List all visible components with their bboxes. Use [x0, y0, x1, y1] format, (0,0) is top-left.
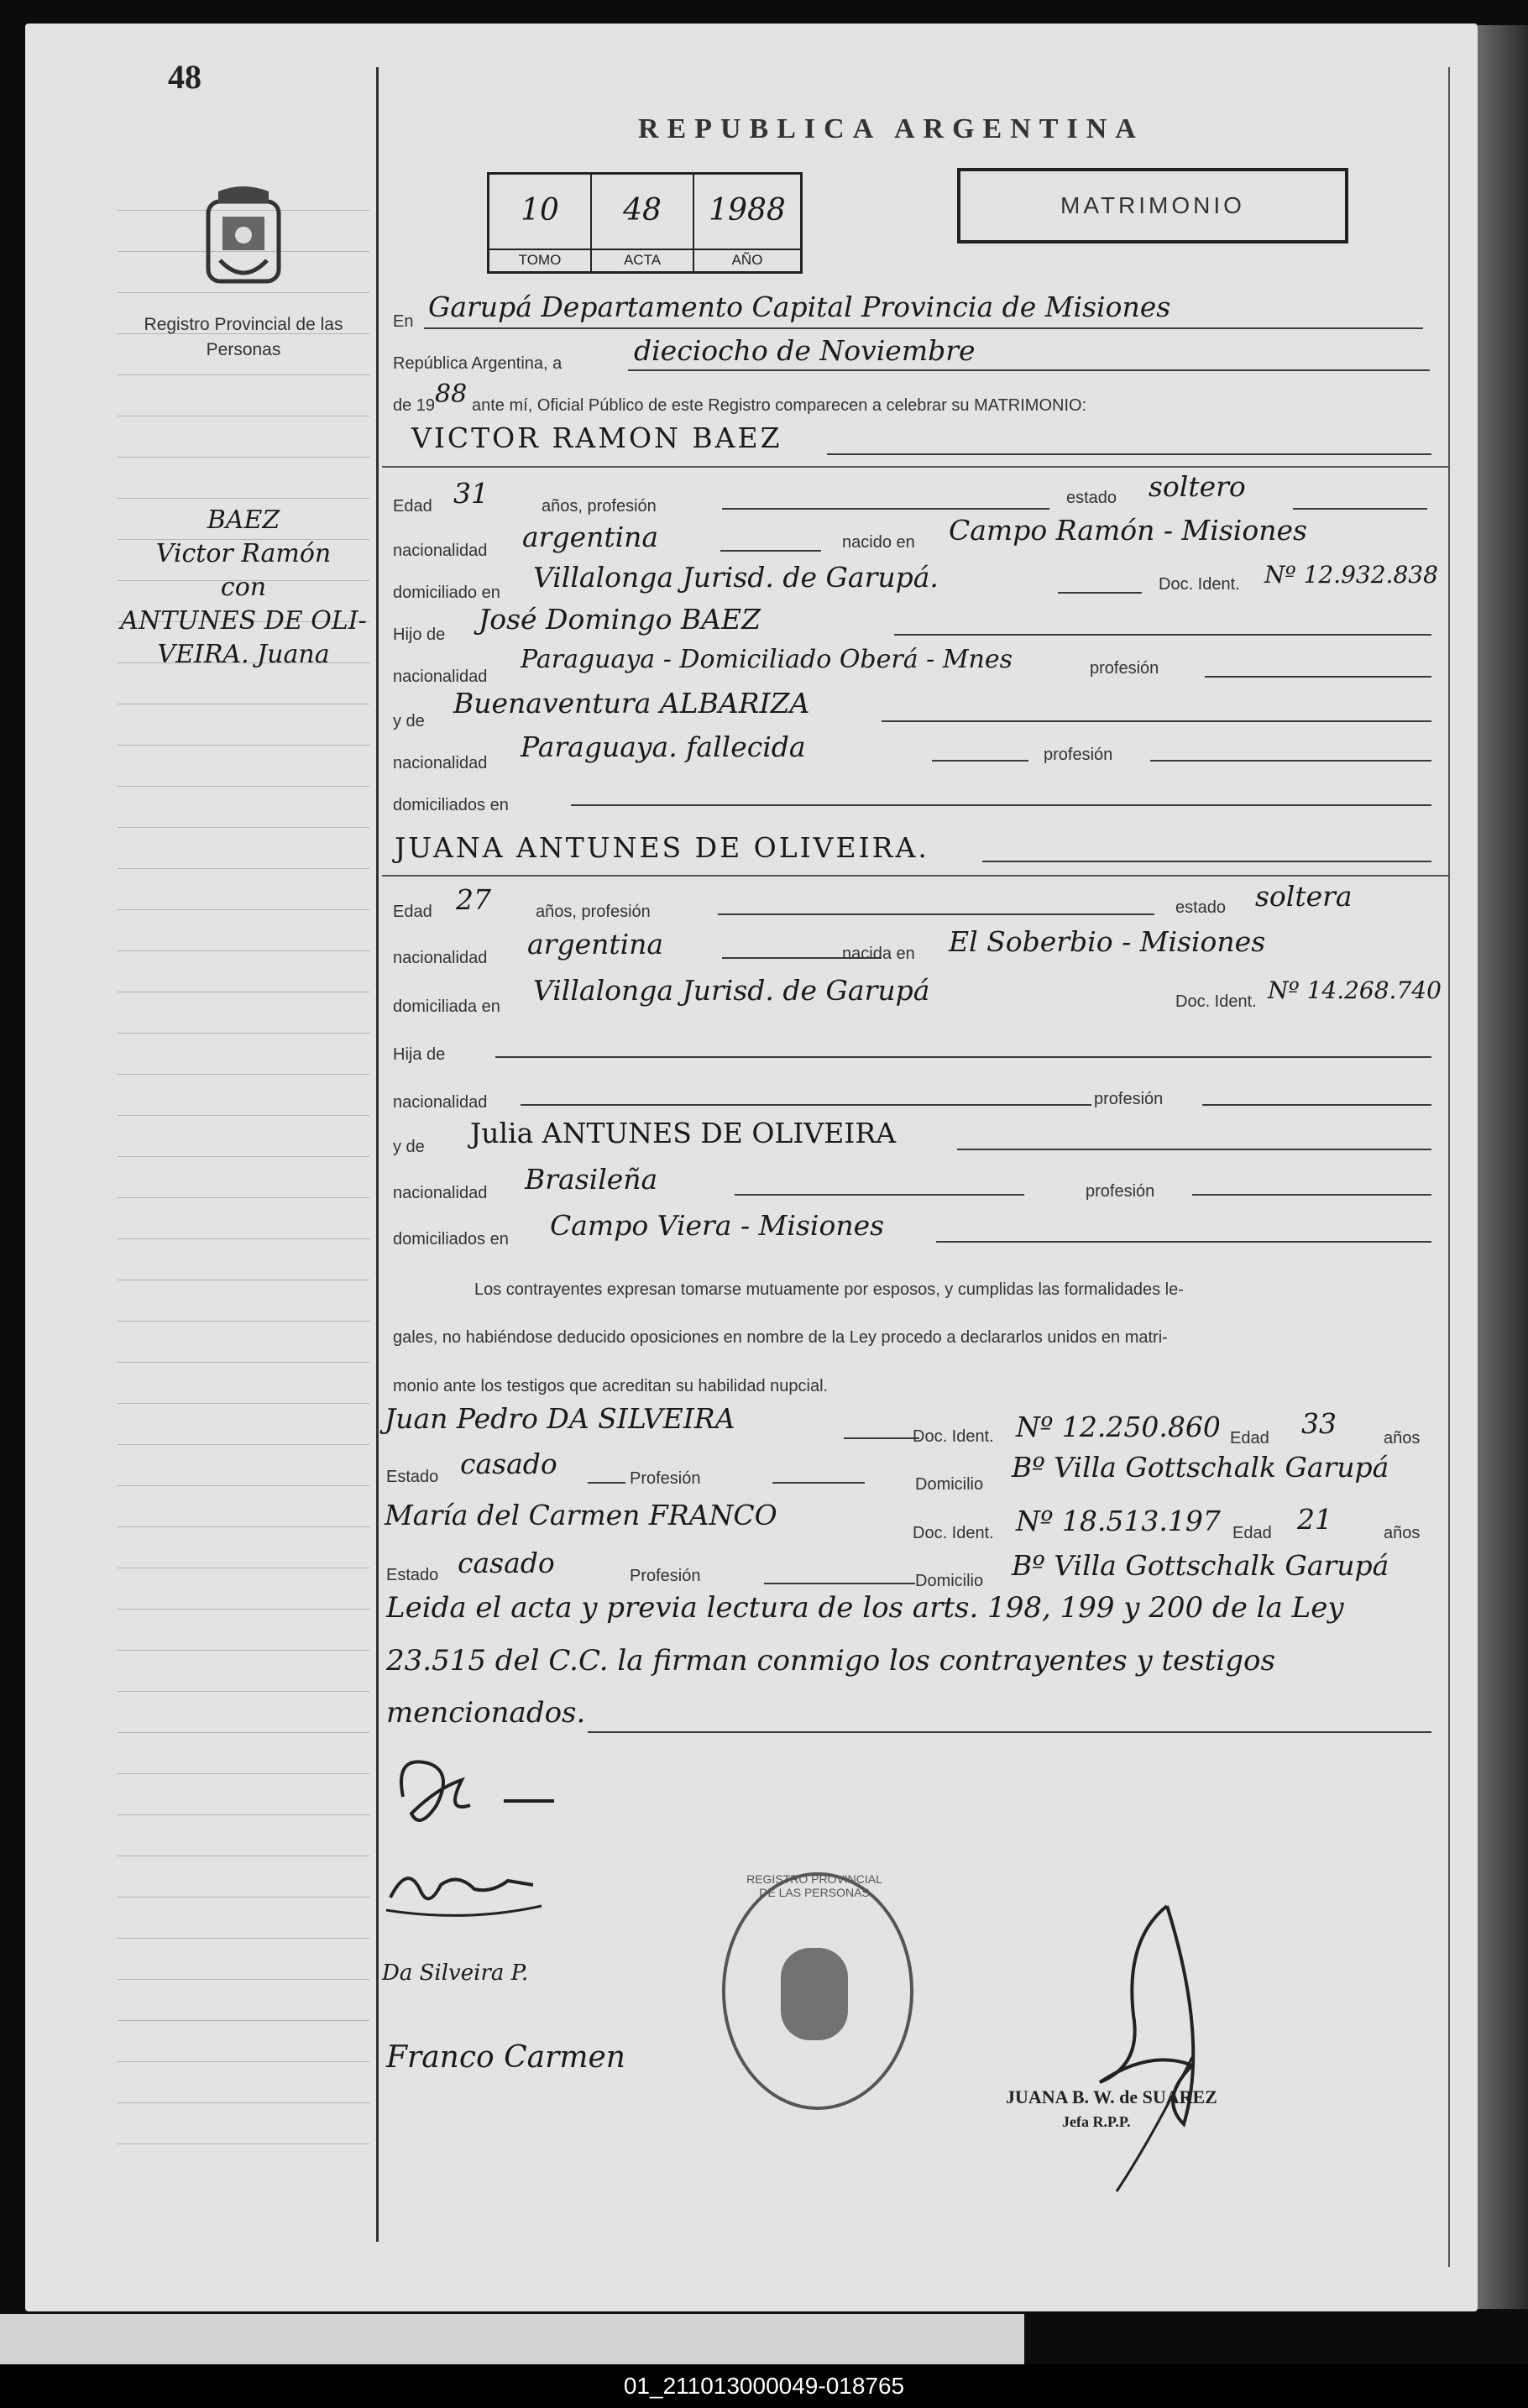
groom-madre-nac: Paraguaya. fallecida	[521, 730, 806, 763]
acta-label: ACTA	[592, 249, 693, 269]
margin-rule	[376, 67, 379, 2242]
bride-padre-nac-label: nacionalidad	[393, 1093, 488, 1112]
section-divider	[382, 875, 1448, 877]
witness2-name: María del Carmen FRANCO	[385, 1499, 777, 1531]
official-name: JUANA B. W. de SUAREZ	[1006, 2086, 1217, 2107]
witness2-anos-label: años	[1384, 1524, 1421, 1542]
margin-note-line: Victor Ramón	[155, 539, 332, 568]
image-caption: 01_211013000049-018765	[0, 2364, 1528, 2408]
de-label: de 19	[393, 396, 436, 415]
groom-madre-prof-label: profesión	[1044, 746, 1113, 764]
margin-rule-line	[118, 2020, 369, 2021]
bride-prof-line	[718, 913, 1154, 915]
bride-nacionalidad: argentina	[527, 928, 664, 961]
bride-doms-label: domiciliados en	[393, 1230, 509, 1248]
groom-nacido-label: nacido en	[842, 533, 915, 552]
bride-signature-icon	[382, 1856, 600, 1923]
place-line	[424, 327, 1423, 329]
margin-rule-line	[118, 457, 369, 458]
groom-doc-label: Doc. Ident.	[1159, 575, 1240, 594]
groom-hijo-label: Hijo de	[393, 626, 446, 644]
groom-dom-label: domiciliado en	[393, 584, 500, 602]
bride-nac-label: nacionalidad	[393, 949, 488, 967]
margin-rule-line	[118, 909, 369, 910]
tomo-value: 10	[521, 193, 559, 228]
groom-padre-line	[894, 634, 1431, 636]
margin-rule-line	[118, 1897, 369, 1898]
book-binding	[1478, 25, 1528, 2309]
closing-line	[588, 1731, 1431, 1733]
groom-dom-line	[1058, 592, 1142, 594]
declaration-line-1: Los contrayentes expresan tomarse mutuamente por esposos, y cumplidas las formalidades le-	[474, 1280, 1184, 1299]
witness2-doc-label: Doc. Ident.	[913, 1524, 994, 1542]
margin-rule-line	[118, 1938, 369, 1939]
witness1-estado: casado	[460, 1447, 557, 1480]
witness1-domicilio: Bº Villa Gottschalk Garupá	[1012, 1451, 1389, 1484]
anio-label: AÑO	[694, 249, 800, 269]
tomo-label: TOMO	[489, 249, 590, 269]
bride-doms-line	[936, 1241, 1431, 1243]
margin-rule-line	[118, 374, 369, 375]
groom-padre-prof-label: profesión	[1090, 659, 1159, 678]
ante-text: ante mí, Oficial Público de este Registro comparecen a celebrar su MATRIMONIO:	[472, 396, 1087, 415]
margin-rule-line	[118, 1115, 369, 1116]
groom-nac-line	[720, 550, 821, 552]
bride-padre-line	[495, 1056, 1431, 1058]
bride-domicilio: Villalonga Jurisd. de Garupá	[533, 974, 930, 1007]
groom-estado: soltero	[1149, 470, 1246, 503]
acta-cell	[592, 175, 694, 271]
page-edge	[0, 2314, 1024, 2364]
witness1-name-line	[844, 1437, 919, 1439]
groom-signature-icon	[386, 1738, 604, 1839]
witness2-dom-label: Domicilio	[915, 1572, 984, 1590]
bride-estado: soltera	[1255, 880, 1353, 913]
margin-rule-line	[118, 950, 369, 951]
witness2-prof-label: Profesión	[630, 1567, 701, 1585]
margin-rule-line	[118, 1526, 369, 1527]
declaration-line-2: gales, no habiéndose deducido oposiciones en nombre de la Ley procedo a declararlos unidos en matri-	[393, 1328, 1168, 1347]
witness2-estado-label: Estado	[386, 1566, 439, 1584]
groom-doms-label: domiciliados en	[393, 796, 509, 814]
groom-prof-line	[722, 508, 1049, 510]
groom-estado-line	[1293, 508, 1427, 510]
margin-rule-line	[118, 2102, 369, 2103]
closing-line-1: Leida el acta y previa lectura de los arts. 198, 199 y 200 de la Ley	[386, 1591, 1344, 1625]
groom-nac-label: nacionalidad	[393, 542, 488, 560]
bride-madre-nac: Brasileña	[525, 1163, 658, 1196]
margin-rule-line	[118, 1403, 369, 1404]
anio-value: 1988	[709, 193, 786, 228]
witness1-edad: 33	[1301, 1407, 1337, 1440]
margin-rule-line	[118, 1033, 369, 1034]
bride-edad: 27	[456, 883, 491, 916]
bride-nacida: El Soberbio - Misiones	[949, 925, 1266, 958]
witness1-anos-label: años	[1384, 1429, 1421, 1447]
margin-note	[118, 504, 369, 672]
groom-madre-prof-line	[1150, 760, 1431, 762]
declaration-line-3: monio ante los testigos que acreditan su habilidad nupcial.	[393, 1377, 829, 1395]
witness2-signature: Franco Carmen	[386, 2040, 625, 2075]
margin-note-line: ANTUNES DE OLI-	[120, 606, 367, 636]
witness1-estado-label: Estado	[386, 1468, 439, 1486]
margin-rule-line	[118, 1691, 369, 1692]
witness2-estado: casado	[458, 1547, 555, 1579]
groom-nacido: Campo Ramón - Misiones	[949, 514, 1307, 547]
registry-name: Registro Provincial de las Personas	[144, 315, 343, 359]
section-divider	[382, 466, 1448, 468]
groom-padre-nac: Paraguaya - Domiciliado Oberá - Mnes	[521, 645, 1013, 674]
margin-rule-line	[118, 745, 369, 746]
margin-rule-line	[118, 1979, 369, 1980]
groom-doc: Nº 12.932.838	[1264, 561, 1438, 589]
margin-rule-line	[118, 786, 369, 787]
seal-emblem-icon	[781, 1948, 848, 2040]
witness1-prof-label: Profesión	[630, 1469, 701, 1488]
witness1-doc-label: Doc. Ident.	[913, 1427, 994, 1446]
groom-edad-label: Edad	[393, 497, 432, 516]
margin-rule-line	[118, 1485, 369, 1486]
witness1-edad-label: Edad	[1230, 1429, 1269, 1447]
margin-rule-line	[118, 1197, 369, 1198]
witness1-dom-label: Domicilio	[915, 1475, 984, 1494]
witness2-domicilio: Bº Villa Gottschalk Garupá	[1012, 1549, 1389, 1582]
bride-name-line	[982, 861, 1431, 862]
groom-yde-label: y de	[393, 712, 425, 730]
margin-rule-line	[118, 827, 369, 828]
groom-padre-prof-line	[1205, 676, 1431, 678]
witness1-name: Juan Pedro DA SILVEIRA	[385, 1402, 735, 1435]
bride-madre-prof-label: profesión	[1086, 1182, 1155, 1201]
witness2-edad: 21	[1297, 1503, 1332, 1536]
acta-value: 48	[623, 193, 662, 228]
witness1-doc: Nº 12.250.860	[1016, 1411, 1221, 1443]
groom-padre: José Domingo BAEZ	[479, 603, 761, 636]
bride-padre-prof-line	[1202, 1104, 1431, 1106]
margin-rule-line	[118, 1609, 369, 1610]
witness2-doc: Nº 18.513.197	[1016, 1505, 1221, 1537]
tomo-acta-anio-box	[487, 172, 803, 274]
margin-rule-line	[118, 498, 369, 499]
margin-rule-line	[118, 1238, 369, 1239]
margin-rule-line	[118, 1074, 369, 1075]
closing-line-2: 23.515 del C.C. la firman conmigo los contrayentes y testigos	[386, 1644, 1275, 1678]
official-title: Jefa R.P.P.	[1062, 2113, 1131, 2130]
margin-rule-line	[118, 1444, 369, 1445]
groom-name-line	[827, 453, 1431, 455]
margin-note-line: VEIRA. Juana	[157, 640, 330, 669]
witness1-prof-line	[772, 1482, 865, 1484]
bride-padre-prof-label: profesión	[1094, 1090, 1164, 1108]
year-suffix: 88	[435, 380, 468, 409]
anio-cell	[694, 175, 800, 271]
groom-name: VICTOR RAMON BAEZ	[411, 421, 782, 454]
document-type-box: MATRIMONIO	[957, 168, 1348, 243]
bride-dom-label: domiciliada en	[393, 997, 500, 1016]
groom-estado-label: estado	[1066, 489, 1117, 507]
groom-padre-nac-label: nacionalidad	[393, 667, 488, 686]
country-title: REPUBLICA ARGENTINA	[638, 113, 1144, 144]
provincial-emblem-icon	[193, 185, 294, 294]
place-value: Garupá Departamento Capital Provincia de Misiones	[428, 291, 1171, 323]
official-signature-icon	[1083, 1889, 1234, 2200]
groom-anos-label: años, profesión	[542, 497, 657, 516]
groom-domicilio: Villalonga Jurisd. de Garupá.	[533, 561, 939, 594]
tomo-cell	[489, 175, 592, 271]
witness1-estado-line	[588, 1482, 625, 1484]
groom-madre-nac-label: nacionalidad	[393, 754, 488, 772]
bride-madre-nac-line	[735, 1194, 1024, 1196]
bride-doc: Nº 14.268.740	[1268, 976, 1442, 1004]
bride-yde-label: y de	[393, 1138, 425, 1156]
margin-rule-line	[118, 2061, 369, 2062]
bride-madre: Julia ANTUNES DE OLIVEIRA	[470, 1117, 897, 1149]
republica-label: República Argentina, a	[393, 354, 563, 373]
bride-madre-line	[957, 1149, 1431, 1150]
margin-note-line: con	[220, 573, 267, 602]
margin-rule-line	[118, 1156, 369, 1157]
bride-edad-label: Edad	[393, 903, 432, 921]
bride-doc-label: Doc. Ident.	[1175, 992, 1257, 1011]
page-number: 48	[168, 58, 201, 96]
margin-note-line: BAEZ	[207, 505, 280, 535]
groom-madre-line	[882, 720, 1431, 722]
seal-text: REGISTRO PROVINCIAL DE LAS PERSONAS	[746, 1872, 882, 1899]
groom-madre-nac-line	[932, 760, 1028, 762]
bride-name: JUANA ANTUNES DE OLIVEIRA.	[395, 831, 929, 864]
witness2-edad-label: Edad	[1232, 1524, 1272, 1542]
groom-madre: Buenaventura ALBARIZA	[453, 687, 810, 720]
bride-nacida-label: nacida en	[842, 945, 915, 963]
margin-rule-line	[118, 1814, 369, 1815]
margin-rule-line	[118, 1650, 369, 1651]
right-rule	[1448, 67, 1450, 2267]
en-label: En	[393, 312, 414, 331]
date-line	[628, 369, 1430, 371]
bride-doms: Campo Viera - Misiones	[550, 1209, 885, 1242]
margin-rule-line	[118, 1732, 369, 1733]
witness2-prof-line	[764, 1583, 915, 1584]
witness1-signature: Da Silveira P.	[382, 1960, 529, 1986]
bride-madre-nac-label: nacionalidad	[393, 1184, 488, 1202]
groom-doms-line	[571, 804, 1431, 806]
margin-rule-line	[118, 868, 369, 869]
margin-rule-line	[118, 1362, 369, 1363]
groom-nacionalidad: argentina	[522, 521, 659, 553]
margin-rule-line	[118, 1321, 369, 1322]
margin-rule-line	[118, 1773, 369, 1774]
bride-padre-nac-line	[521, 1104, 1091, 1106]
closing-line-3: mencionados.	[386, 1696, 586, 1730]
date-value: dieciocho de Noviembre	[634, 334, 976, 367]
bride-hija-label: Hija de	[393, 1045, 446, 1064]
bride-anos-label: años, profesión	[536, 903, 651, 921]
bride-estado-label: estado	[1175, 898, 1227, 917]
bride-madre-prof-line	[1192, 1194, 1431, 1196]
groom-edad: 31	[453, 477, 489, 510]
